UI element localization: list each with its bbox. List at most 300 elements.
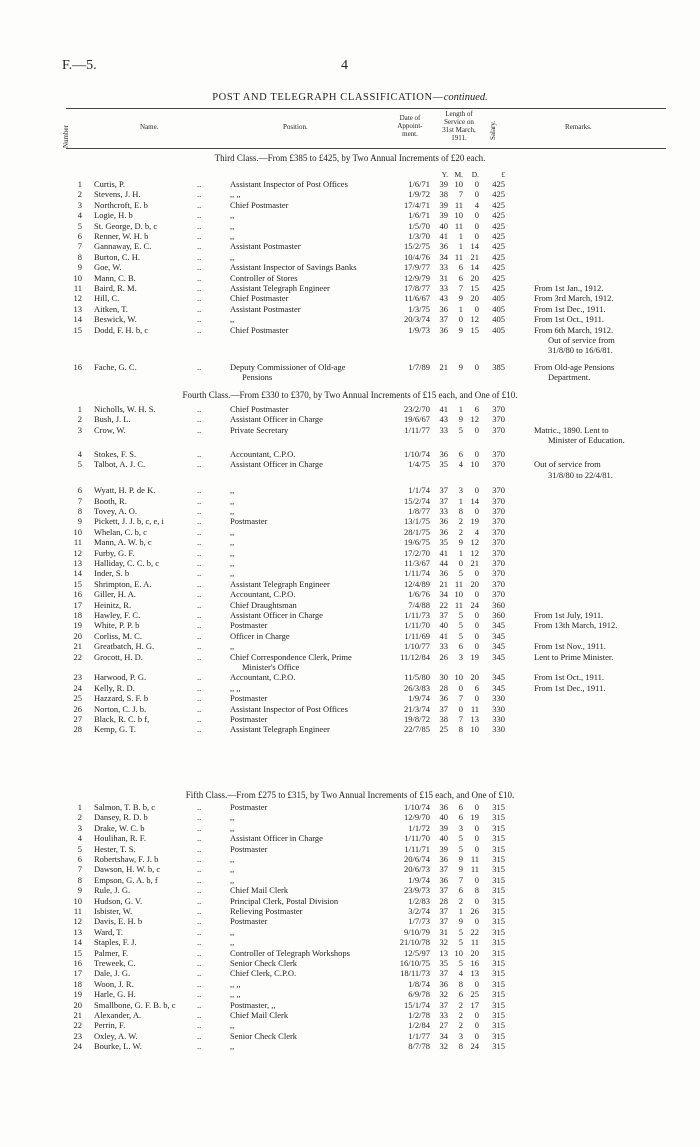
appointment-date: 1/1/72 bbox=[408, 822, 430, 833]
service-years: 37 bbox=[439, 609, 448, 620]
service-days: 0 bbox=[474, 448, 479, 459]
service-years: 37 bbox=[439, 885, 448, 896]
service-months: 6 bbox=[458, 885, 463, 896]
service-months: 6 bbox=[458, 272, 463, 283]
salary: 330 bbox=[492, 724, 505, 735]
leader-dots: .. bbox=[197, 495, 202, 506]
salary: 405 bbox=[492, 303, 505, 314]
position-title: ,, bbox=[230, 505, 235, 516]
appointment-date: 20/3/74 bbox=[404, 314, 430, 325]
remark: From 1st Dec., 1911. bbox=[534, 682, 606, 693]
leader-dots: .. bbox=[197, 906, 202, 916]
appointment-date: 3/2/74 bbox=[408, 906, 430, 916]
row-number: 2 bbox=[77, 812, 82, 823]
service-months: 5 bbox=[458, 620, 463, 631]
table-row-continuation bbox=[0, 470, 700, 480]
employee-name: Dale, J. G. bbox=[94, 968, 131, 979]
position-title: ,, bbox=[230, 854, 235, 864]
salary: 405 bbox=[492, 293, 505, 304]
salary: 370 bbox=[492, 495, 505, 506]
employee-name: Kelly, R. D. bbox=[94, 682, 135, 693]
appointment-date: 1/9/73 bbox=[408, 324, 430, 335]
position-title: Senior Check Clerk bbox=[230, 1030, 298, 1041]
position-title: ,, bbox=[230, 926, 235, 937]
service-months: 9 bbox=[458, 362, 463, 373]
service-months: 3 bbox=[458, 651, 463, 662]
service-years: 34 bbox=[439, 589, 448, 600]
service-years: 28 bbox=[439, 682, 448, 693]
position-title: Deputy Commissioner of Old-age bbox=[230, 362, 346, 373]
row-number: 12 bbox=[73, 293, 82, 304]
service-years: 41 bbox=[439, 404, 448, 414]
employee-name: Halliday, C. C. b, c bbox=[94, 557, 160, 568]
table-row bbox=[0, 672, 700, 682]
employee-name: Grocott, H. D. bbox=[94, 651, 143, 662]
service-days: 4 bbox=[474, 199, 479, 210]
row-number: 1 bbox=[77, 802, 82, 812]
salary: 370 bbox=[492, 516, 505, 527]
employee-name: Furby, G. F. bbox=[94, 547, 135, 558]
row-number: 16 bbox=[73, 958, 82, 968]
service-months: 9 bbox=[458, 293, 463, 304]
salary: 315 bbox=[492, 864, 505, 875]
service-months: 9 bbox=[458, 864, 463, 875]
service-months: 3 bbox=[458, 1030, 463, 1041]
row-number: 27 bbox=[73, 713, 82, 724]
service-months: 11 bbox=[454, 199, 463, 210]
table-row-continuation bbox=[0, 435, 700, 445]
row-number: 11 bbox=[73, 906, 82, 916]
service-years: 43 bbox=[439, 414, 448, 425]
leader-dots: .. bbox=[197, 262, 202, 273]
salary: 315 bbox=[492, 1020, 505, 1031]
appointment-date: 17/2/70 bbox=[404, 547, 430, 558]
employee-name: Booth, R. bbox=[94, 495, 127, 506]
position-title: ,, bbox=[230, 864, 235, 875]
employee-name: Staples, F. J. bbox=[94, 937, 137, 948]
employee-name: Black, R. C. b f, bbox=[94, 713, 150, 724]
remark-cont: Department. bbox=[548, 372, 591, 383]
position-title: Assistant Postmaster bbox=[230, 241, 301, 252]
employee-name: Robertshaw, F. J. b bbox=[94, 854, 159, 864]
service-months: 0 bbox=[458, 682, 463, 693]
row-number: 28 bbox=[73, 724, 82, 735]
leader-dots: .. bbox=[197, 812, 202, 823]
appointment-date: 1/10/74 bbox=[404, 448, 430, 459]
service-years: 37 bbox=[439, 485, 448, 496]
row-number: 3 bbox=[77, 822, 82, 833]
table-row bbox=[0, 304, 700, 314]
appointment-date: 12/9/70 bbox=[404, 812, 430, 823]
leader-dots: .. bbox=[197, 314, 202, 325]
table-row bbox=[0, 948, 700, 958]
row-number: 6 bbox=[77, 485, 82, 496]
employee-name: Northcroft, E. b bbox=[94, 199, 148, 210]
employee-name: Davis, E. H. b bbox=[94, 916, 143, 927]
position-title: Postmaster bbox=[230, 802, 268, 812]
service-days: 0 bbox=[474, 589, 479, 600]
employee-name: Bourke, L. W. bbox=[94, 1041, 142, 1052]
appointment-date: 1/6/76 bbox=[408, 589, 430, 600]
salary: 370 bbox=[492, 414, 505, 425]
appointment-date: 26/3/83 bbox=[404, 682, 430, 693]
appointment-date: 11/12/84 bbox=[400, 651, 430, 662]
service-days: 15 bbox=[470, 324, 479, 335]
row-number: 11 bbox=[73, 537, 82, 548]
employee-name: Giller, H. A. bbox=[94, 589, 136, 600]
leader-dots: .. bbox=[197, 189, 202, 200]
service-days: 12 bbox=[470, 547, 479, 558]
service-months: 10 bbox=[454, 947, 463, 958]
position-title: Officer in Charge bbox=[230, 630, 290, 641]
position-title: Assistant Telegraph Engineer bbox=[230, 283, 330, 293]
leader-dots: .. bbox=[197, 958, 202, 968]
position-title: ,, bbox=[230, 812, 235, 823]
service-months: 9 bbox=[458, 854, 463, 864]
service-days: 11 bbox=[470, 854, 479, 864]
employee-name: Hester, T. S. bbox=[94, 843, 136, 854]
col-header-salary: Salary. bbox=[489, 120, 497, 140]
service-months: 2 bbox=[458, 526, 463, 537]
service-months: 4 bbox=[458, 459, 463, 470]
salary: 425 bbox=[492, 189, 505, 200]
table-row bbox=[0, 1000, 700, 1010]
service-days: 0 bbox=[474, 630, 479, 641]
table-row bbox=[0, 589, 700, 599]
service-days: 11 bbox=[470, 703, 479, 714]
salary: 315 bbox=[492, 1030, 505, 1041]
appointment-date: 17/9/77 bbox=[404, 262, 430, 273]
service-years: 36 bbox=[439, 693, 448, 704]
table-row bbox=[0, 527, 700, 537]
row-number: 3 bbox=[77, 199, 82, 210]
service-years: 31 bbox=[439, 926, 448, 937]
leader-dots: .. bbox=[197, 251, 202, 262]
table-row bbox=[0, 506, 700, 516]
row-number: 14 bbox=[73, 937, 82, 948]
position-title: Assistant Telegraph Engineer bbox=[230, 724, 330, 735]
table-row bbox=[0, 1010, 700, 1020]
service-days: 0 bbox=[474, 210, 479, 221]
leader-dots: .. bbox=[197, 620, 202, 631]
table-row bbox=[0, 631, 700, 641]
service-years: 36 bbox=[439, 802, 448, 812]
table-row bbox=[0, 200, 700, 210]
leader-dots: .. bbox=[197, 682, 202, 693]
employee-name: Salmon, T. B. b, c bbox=[94, 802, 156, 812]
service-days: 12 bbox=[470, 414, 479, 425]
col-header-service-line3: 31st March, bbox=[442, 126, 476, 134]
employee-name: Heinitz, R. bbox=[94, 599, 132, 610]
col-header-service-line2: Service on bbox=[444, 118, 474, 126]
service-days: 26 bbox=[470, 906, 479, 916]
service-months: 9 bbox=[458, 916, 463, 927]
service-years: 36 bbox=[439, 324, 448, 335]
row-number: 15 bbox=[73, 947, 82, 958]
service-days: 13 bbox=[470, 713, 479, 724]
row-number: 13 bbox=[73, 557, 82, 568]
service-months: 0 bbox=[458, 314, 463, 325]
salary: 345 bbox=[492, 682, 505, 693]
row-number: 5 bbox=[77, 843, 82, 854]
row-number: 5 bbox=[77, 459, 82, 470]
remark: From Old-age Pensions bbox=[534, 362, 615, 373]
service-months: 5 bbox=[458, 609, 463, 620]
row-number: 22 bbox=[73, 1020, 82, 1031]
table-row bbox=[0, 485, 700, 495]
appointment-date: 12/9/79 bbox=[404, 272, 430, 283]
position-title: ,, bbox=[230, 557, 235, 568]
employee-name: Alexander, A. bbox=[94, 1010, 142, 1020]
employee-name: Mann, A. W. b, c bbox=[94, 537, 152, 548]
salary: 315 bbox=[492, 854, 505, 864]
salary: 425 bbox=[492, 262, 505, 273]
appointment-date: 18/11/73 bbox=[400, 968, 430, 979]
row-number: 4 bbox=[77, 448, 82, 459]
row-number: 5 bbox=[77, 220, 82, 231]
table-row bbox=[0, 1020, 700, 1030]
service-months: 10 bbox=[454, 672, 463, 683]
employee-name: Ward, T. bbox=[94, 926, 123, 937]
row-number: 2 bbox=[77, 414, 82, 425]
table-row bbox=[0, 568, 700, 578]
service-years: 37 bbox=[439, 968, 448, 979]
table-row bbox=[0, 916, 700, 926]
salary: 425 bbox=[492, 179, 505, 189]
appointment-date: 19/6/67 bbox=[404, 414, 430, 425]
service-months: 9 bbox=[458, 324, 463, 335]
employee-name: Aitken, T. bbox=[94, 303, 128, 314]
table-row bbox=[0, 802, 700, 812]
service-months: 10 bbox=[454, 210, 463, 221]
service-days: 6 bbox=[474, 682, 479, 693]
salary: 425 bbox=[492, 251, 505, 262]
leader-dots: .. bbox=[197, 926, 202, 937]
service-days: 14 bbox=[470, 262, 479, 273]
units-days: D. bbox=[471, 170, 479, 179]
document-title bbox=[0, 92, 700, 103]
leader-dots: .. bbox=[197, 599, 202, 610]
service-months: 5 bbox=[458, 424, 463, 435]
table-row bbox=[0, 231, 700, 241]
service-days: 0 bbox=[474, 916, 479, 927]
row-number: 6 bbox=[77, 854, 82, 864]
col-header-number: Number bbox=[62, 125, 70, 148]
table-row bbox=[0, 459, 700, 469]
col-header-date-line3: ment. bbox=[402, 130, 418, 138]
service-months: 6 bbox=[458, 802, 463, 812]
table-row bbox=[0, 496, 700, 506]
service-months: 3 bbox=[458, 822, 463, 833]
remark: Out of service from bbox=[534, 459, 601, 470]
leader-dots: .. bbox=[197, 578, 202, 589]
row-number: 15 bbox=[73, 324, 82, 335]
row-number: 4 bbox=[77, 833, 82, 844]
salary: 345 bbox=[492, 620, 505, 631]
service-years: 35 bbox=[439, 459, 448, 470]
position-title: Relieving Postmaster bbox=[230, 906, 303, 916]
salary: 315 bbox=[492, 843, 505, 854]
salary: 370 bbox=[492, 589, 505, 600]
leader-dots: .. bbox=[197, 589, 202, 600]
leader-dots: .. bbox=[197, 303, 202, 314]
position-title: Postmaster bbox=[230, 713, 268, 724]
service-days: 17 bbox=[470, 999, 479, 1010]
service-months: 8 bbox=[458, 1041, 463, 1052]
service-years: 34 bbox=[439, 251, 448, 262]
position-title: Postmaster bbox=[230, 843, 268, 854]
service-days: 11 bbox=[470, 937, 479, 948]
service-months: 5 bbox=[458, 926, 463, 937]
appointment-date: 1/10/74 bbox=[404, 802, 430, 812]
table-row bbox=[0, 210, 700, 220]
service-days: 0 bbox=[474, 485, 479, 496]
service-years: 39 bbox=[439, 210, 448, 221]
table-row bbox=[0, 704, 700, 714]
table-row bbox=[0, 906, 700, 916]
row-number: 22 bbox=[73, 651, 82, 662]
position-title: ,, ,, bbox=[230, 682, 241, 693]
position-title: Postmaster bbox=[230, 516, 268, 527]
remark: From 1st Nov., 1911. bbox=[534, 641, 606, 652]
row-number: 21 bbox=[73, 1010, 82, 1020]
table-row bbox=[0, 283, 700, 293]
service-days: 6 bbox=[474, 404, 479, 414]
service-months: 5 bbox=[458, 843, 463, 854]
table-row bbox=[0, 252, 700, 262]
service-days: 19 bbox=[470, 516, 479, 527]
employee-name: Beswick, W. bbox=[94, 314, 137, 325]
service-months: 8 bbox=[458, 505, 463, 516]
service-months: 11 bbox=[454, 220, 463, 231]
row-number: 23 bbox=[73, 1030, 82, 1041]
leader-dots: .. bbox=[197, 1020, 202, 1031]
appointment-date: 28/1/75 bbox=[404, 526, 430, 537]
service-days: 12 bbox=[470, 537, 479, 548]
service-days: 25 bbox=[470, 989, 479, 1000]
position-title: Accountant, C.P.O. bbox=[230, 672, 296, 683]
service-months: 1 bbox=[458, 906, 463, 916]
col-header-service-line1: Length of bbox=[445, 110, 473, 118]
employee-name: Goe, W. bbox=[94, 262, 122, 273]
position-title: Assistant Officer in Charge bbox=[230, 414, 323, 425]
table-row bbox=[0, 683, 700, 693]
service-months: 9 bbox=[458, 414, 463, 425]
units-years: Y. bbox=[441, 170, 448, 179]
service-days: 0 bbox=[474, 620, 479, 631]
leader-dots: .. bbox=[197, 802, 202, 812]
position-title: Chief Postmaster bbox=[230, 324, 289, 335]
leader-dots: .. bbox=[197, 293, 202, 304]
leader-dots: .. bbox=[197, 283, 202, 293]
service-days: 15 bbox=[470, 283, 479, 293]
service-years: 22 bbox=[439, 599, 448, 610]
leader-dots: .. bbox=[197, 1030, 202, 1041]
service-months: 6 bbox=[458, 262, 463, 273]
row-number: 9 bbox=[77, 516, 82, 527]
service-months: 7 bbox=[458, 189, 463, 200]
employee-name: Dawson, H. W. b, c bbox=[94, 864, 161, 875]
position-title: ,, bbox=[230, 547, 235, 558]
salary: 370 bbox=[492, 547, 505, 558]
row-number: 7 bbox=[77, 495, 82, 506]
salary: 345 bbox=[492, 672, 505, 683]
employee-name: Harwood, P. G. bbox=[94, 672, 147, 683]
row-number: 8 bbox=[77, 251, 82, 262]
row-number: 13 bbox=[73, 303, 82, 314]
position-title: Postmaster, ,, bbox=[230, 999, 276, 1010]
col-header-date bbox=[388, 114, 432, 138]
appointment-date: 6/9/78 bbox=[408, 989, 430, 1000]
table-row bbox=[0, 314, 700, 324]
service-months: 1 bbox=[458, 547, 463, 558]
service-days: 0 bbox=[474, 693, 479, 704]
salary: 360 bbox=[492, 609, 505, 620]
appointment-date: 1/6/71 bbox=[408, 210, 430, 221]
row-number: 12 bbox=[73, 916, 82, 927]
service-years: 40 bbox=[439, 220, 448, 231]
position-title: ,, bbox=[230, 537, 235, 548]
leader-dots: .. bbox=[197, 874, 202, 885]
table-row bbox=[0, 600, 700, 610]
employee-name: Shrimpton, E. A. bbox=[94, 578, 152, 589]
leader-dots: .. bbox=[197, 843, 202, 854]
appointment-date: 1/8/74 bbox=[408, 978, 430, 989]
service-years: 21 bbox=[439, 362, 448, 373]
row-number: 14 bbox=[73, 568, 82, 579]
row-number: 7 bbox=[77, 864, 82, 875]
position-title: ,, bbox=[230, 1041, 235, 1052]
salary: 370 bbox=[492, 424, 505, 435]
appointment-date: 1/9/74 bbox=[408, 693, 430, 704]
service-years: 37 bbox=[439, 495, 448, 506]
salary: 315 bbox=[492, 874, 505, 885]
service-days: 20 bbox=[470, 272, 479, 283]
service-days: 4 bbox=[474, 526, 479, 537]
service-months: 5 bbox=[458, 630, 463, 641]
salary: 315 bbox=[492, 822, 505, 833]
appointment-date: 21/10/78 bbox=[399, 937, 430, 948]
service-years: 33 bbox=[439, 283, 448, 293]
appointment-date: 17/8/77 bbox=[404, 283, 430, 293]
salary: 315 bbox=[492, 802, 505, 812]
position-title: Chief Draughtsman bbox=[230, 599, 297, 610]
row-number: 24 bbox=[73, 682, 82, 693]
table-row bbox=[0, 896, 700, 906]
salary: 315 bbox=[492, 1041, 505, 1052]
salary: 370 bbox=[492, 568, 505, 579]
service-days: 21 bbox=[470, 557, 479, 568]
service-months: 9 bbox=[458, 537, 463, 548]
service-days: 20 bbox=[470, 578, 479, 589]
employee-name: Baird, R. M. bbox=[94, 283, 137, 293]
service-years: 37 bbox=[439, 703, 448, 714]
service-years: 40 bbox=[439, 812, 448, 823]
position-title: ,, bbox=[230, 231, 235, 241]
service-days: 0 bbox=[474, 1030, 479, 1041]
salary: 425 bbox=[492, 283, 505, 293]
table-row bbox=[0, 325, 700, 335]
position-title: ,, bbox=[230, 485, 235, 496]
leader-dots: .. bbox=[197, 324, 202, 335]
remark-cont: Minister of Education. bbox=[548, 435, 625, 446]
table-row bbox=[0, 854, 700, 864]
title-main: POST AND TELEGRAPH CLASSIFICATION— bbox=[212, 92, 444, 103]
table-row bbox=[0, 362, 700, 372]
remark: From 3rd March, 1912. bbox=[534, 293, 614, 304]
service-days: 0 bbox=[474, 609, 479, 620]
employee-name: Rule, J. G. bbox=[94, 885, 131, 896]
